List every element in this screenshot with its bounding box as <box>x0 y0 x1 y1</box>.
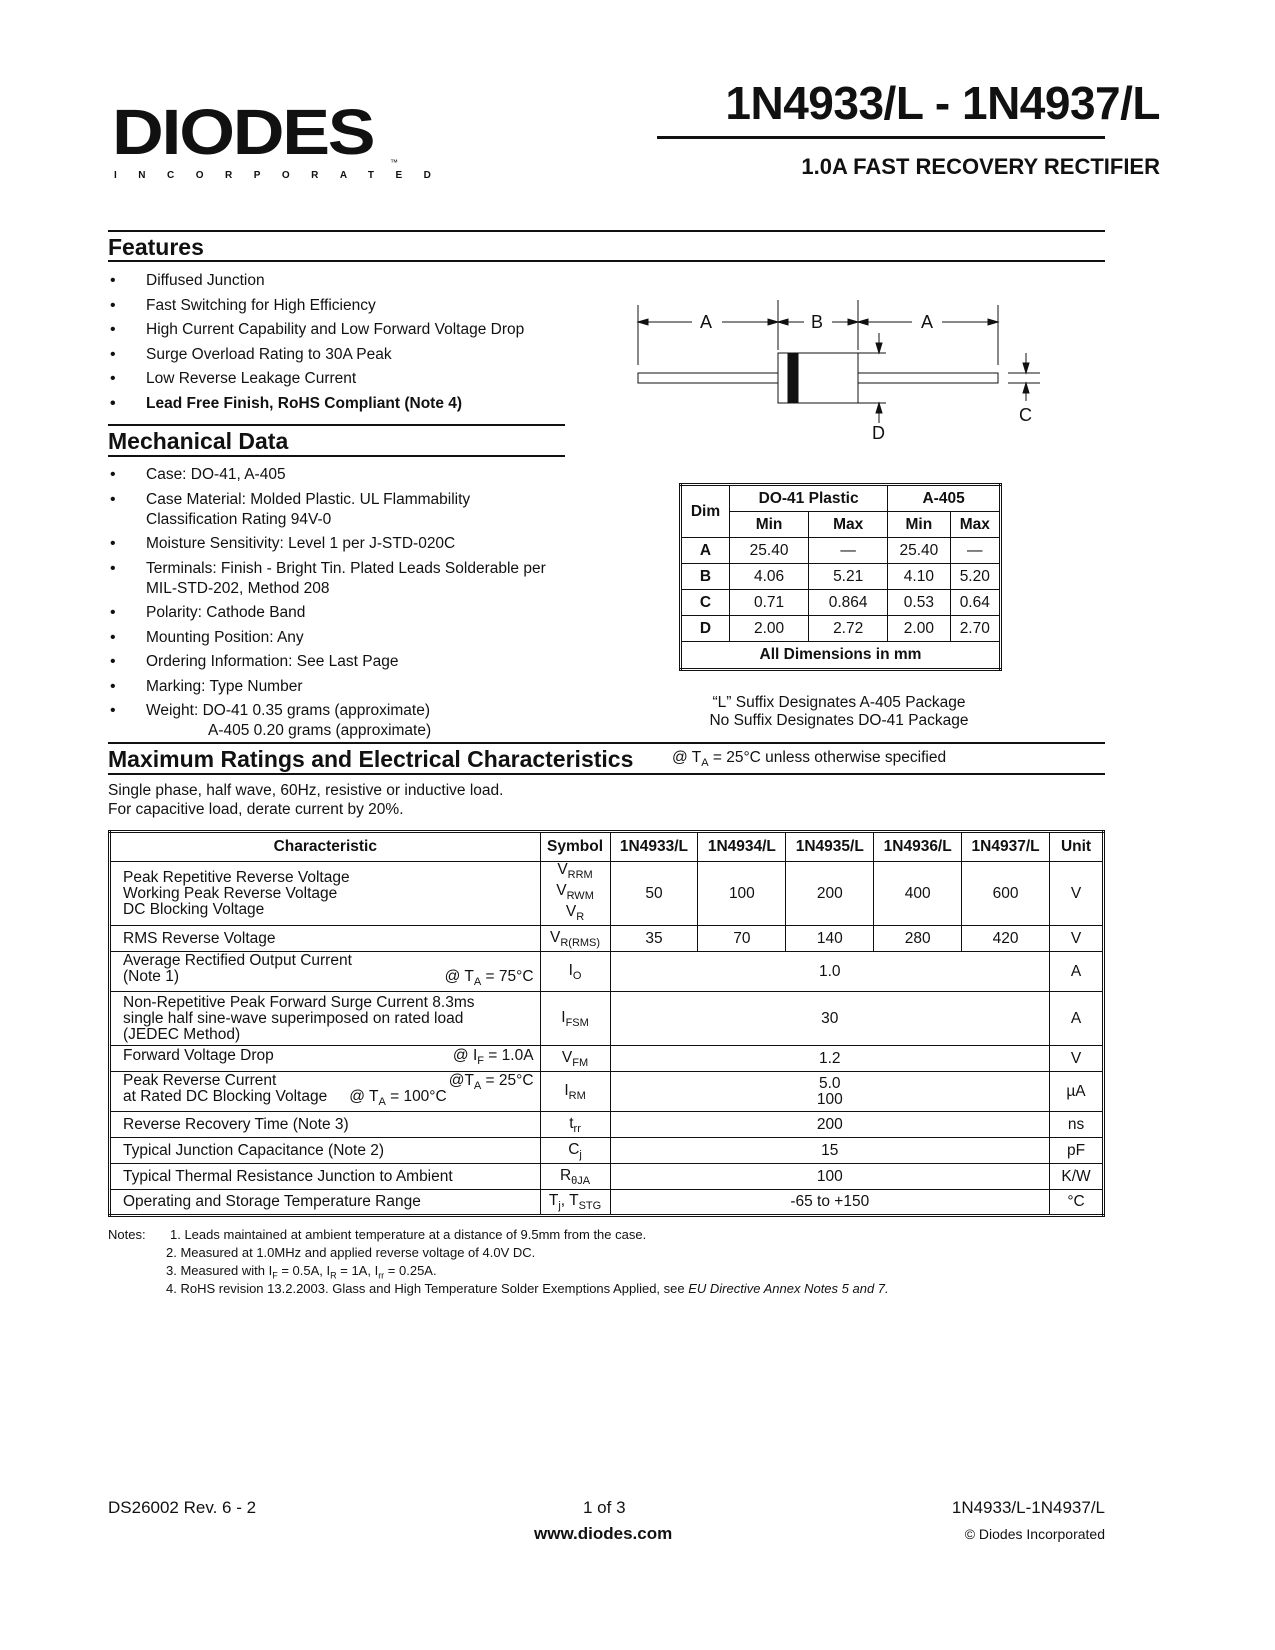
table-header: 1N4935/L <box>786 832 874 862</box>
document-number: DS26002 Rev. 6 - 2 <box>108 1498 257 1517</box>
list-item: • Polarity: Cathode Band <box>108 603 578 623</box>
list-item: • Diffused Junction <box>108 271 608 291</box>
dimensions-table <box>679 483 1002 671</box>
website-link[interactable]: www.diodes.com <box>534 1524 673 1543</box>
list-item: • Fast Switching for High Efficiency <box>108 296 608 316</box>
list-item: • Case Material: Molded Plastic. UL Flammability Classification Rating 94V-0 <box>108 490 578 530</box>
table-row: Reverse Recovery Time (Note 3) $t_{rr}$ 200 ns <box>110 1112 1104 1138</box>
features-list <box>108 271 608 418</box>
part-number-title: 1N4933/L - 1N4937/L <box>725 77 1160 129</box>
list-item: • High Current Capability and Low Forward Voltage Drop <box>108 320 608 340</box>
suffix-note: “L” Suffix Designates A-405 Package No Suffix Designates DO-41 Package <box>709 694 969 729</box>
table-row: Forward Voltage Drop @ $I_F = 1.0A$ $V_{FM}$ 1.2 V <box>110 1046 1104 1072</box>
table-row: Operating and Storage Temperature Range $T_j$, $T_{STG}$ -65 to +150 °C <box>110 1190 1104 1216</box>
list-item: • Lead Free Finish, RoHS Compliant (Note 4) <box>108 394 608 414</box>
table-row: Typical Junction Capacitance (Note 2) $C_j$ 15 pF <box>110 1138 1104 1164</box>
table-header: Dim <box>681 485 730 538</box>
ratings-table <box>108 830 1105 1217</box>
table-row: A 25.40 — 25.40 — <box>681 538 1001 564</box>
trademark-mark: ™ <box>390 158 398 167</box>
table-row: Peak Repetitive Reverse Voltage Working Peak Reverse Voltage DC Blocking Voltage $V_{RRM}$ $V_{RWM}$ $V_R$ 50 100 200 400 600 V <box>110 862 1104 926</box>
list-item: • Moisture Sensitivity: Level 1 per J-STD-020C <box>108 534 578 554</box>
table-row: Peak Reverse Current $@T_A = 25^\circ C$ at Rated DC Blocking Voltage @ $T_A = 100^\circ C$ $I_{RM}$ 5.0 100 µA <box>110 1072 1104 1112</box>
mechanical-top-rule <box>108 424 565 426</box>
mechanical-heading: Mechanical Data <box>108 428 289 454</box>
table-header: Max <box>950 512 1000 538</box>
table-header: 1N4937/L <box>962 832 1050 862</box>
dimensions-footer: All Dimensions in mm <box>681 642 1001 670</box>
mechanical-bottom-rule <box>108 455 565 457</box>
copyright-notice: © Diodes Incorporated <box>964 1526 1105 1542</box>
company-logo-subtitle: INCORPORATED <box>114 170 453 181</box>
dimension-label-a: A <box>921 312 934 332</box>
table-row: Non-Repetitive Peak Forward Surge Current 8.3ms single half sine-wave superimposed on rated load (JEDEC Method) $I_{FSM}$ 30 A <box>110 992 1104 1046</box>
table-header: Min <box>730 512 809 538</box>
table-row: Average Rectified Output Current (Note 1) @ $T_A = 75^\circ C$ $I_O$ 1.0 A <box>110 952 1104 992</box>
table-header: 1N4934/L <box>698 832 786 862</box>
dimension-label-c: C <box>1019 405 1032 425</box>
table-header: Symbol <box>540 832 610 862</box>
table-row: B 4.06 5.21 4.10 5.20 <box>681 564 1001 590</box>
list-item: • Weight: DO-41 0.35 grams (approximate) A-405 0.20 grams (approximate) <box>108 701 578 741</box>
note-2: 2. Measured at 1.0MHz and applied reverse voltage of 4.0V DC. <box>166 1245 536 1260</box>
ratings-bottom-rule <box>108 773 1105 775</box>
ratings-condition: @ $T_A = 25^\circ C$ unless otherwise specified <box>672 749 947 770</box>
table-header: Max <box>809 512 888 538</box>
page-number: 1 of 3 <box>583 1498 626 1517</box>
package-outline-diagram <box>630 295 1050 450</box>
company-logo: DIODES <box>112 96 374 168</box>
dimension-label-a: A <box>700 312 713 332</box>
ratings-top-rule <box>108 742 1105 744</box>
table-row: RMS Reverse Voltage $V_{R(RMS)}$ 35 70 140 280 420 V <box>110 926 1104 952</box>
features-top-rule <box>108 230 1105 232</box>
list-item: • Terminals: Finish - Bright Tin. Plated Leads Solderable per MIL-STD-202, Method 208 <box>108 559 578 599</box>
features-bottom-rule <box>108 260 1105 262</box>
table-header: 1N4936/L <box>874 832 962 862</box>
title-rule <box>657 136 1105 139</box>
table-row: C 0.71 0.864 0.53 0.64 <box>681 590 1001 616</box>
table-header: Min <box>888 512 950 538</box>
table-header: Characteristic <box>110 832 541 862</box>
ratings-intro: Single phase, half wave, 60Hz, resistive or inductive load. For capacitive load, derate current by 20%. <box>108 782 504 818</box>
list-item: • Mounting Position: Any <box>108 628 578 648</box>
list-item: • Marking: Type Number <box>108 677 578 697</box>
table-row: Typical Thermal Resistance Junction to Ambient $R_{\theta JA}$ 100 K/W <box>110 1164 1104 1190</box>
table-header: A-405 <box>888 485 1001 512</box>
note-1: 1. Leads maintained at ambient temperature at a distance of 9.5mm from the case. <box>170 1227 647 1242</box>
table-header: DO-41 Plastic <box>730 485 888 512</box>
notes-label: Notes: <box>108 1227 146 1242</box>
dimension-label-b: B <box>811 312 824 332</box>
list-item: • Ordering Information: See Last Page <box>108 652 578 672</box>
product-subtitle: 1.0A FAST RECOVERY RECTIFIER <box>801 154 1160 179</box>
footer-part-number: 1N4933/L-1N4937/L <box>951 1498 1105 1517</box>
list-item: • Low Reverse Leakage Current <box>108 369 608 389</box>
list-item: • Case: DO-41, A-405 <box>108 465 578 485</box>
table-header: Unit <box>1050 832 1104 862</box>
features-heading: Features <box>108 234 204 260</box>
dimension-label-d: D <box>872 423 885 443</box>
table-header: 1N4933/L <box>610 832 698 862</box>
mechanical-list <box>108 465 578 746</box>
note-4: 4. RoHS revision 13.2.2003. Glass and High Temperature Solder Exemptions Applied, see EU Directive Annex Notes 5 and 7. <box>166 1281 889 1296</box>
note-3: 3. Measured with $I_F = 0.5A$, $I_R = 1A$, $I_{rr} = 0.25A$. <box>166 1263 437 1281</box>
list-item: • Surge Overload Rating to 30A Peak <box>108 345 608 365</box>
ratings-heading: Maximum Ratings and Electrical Characteristics <box>108 746 634 772</box>
table-row: D 2.00 2.72 2.00 2.70 <box>681 616 1001 642</box>
